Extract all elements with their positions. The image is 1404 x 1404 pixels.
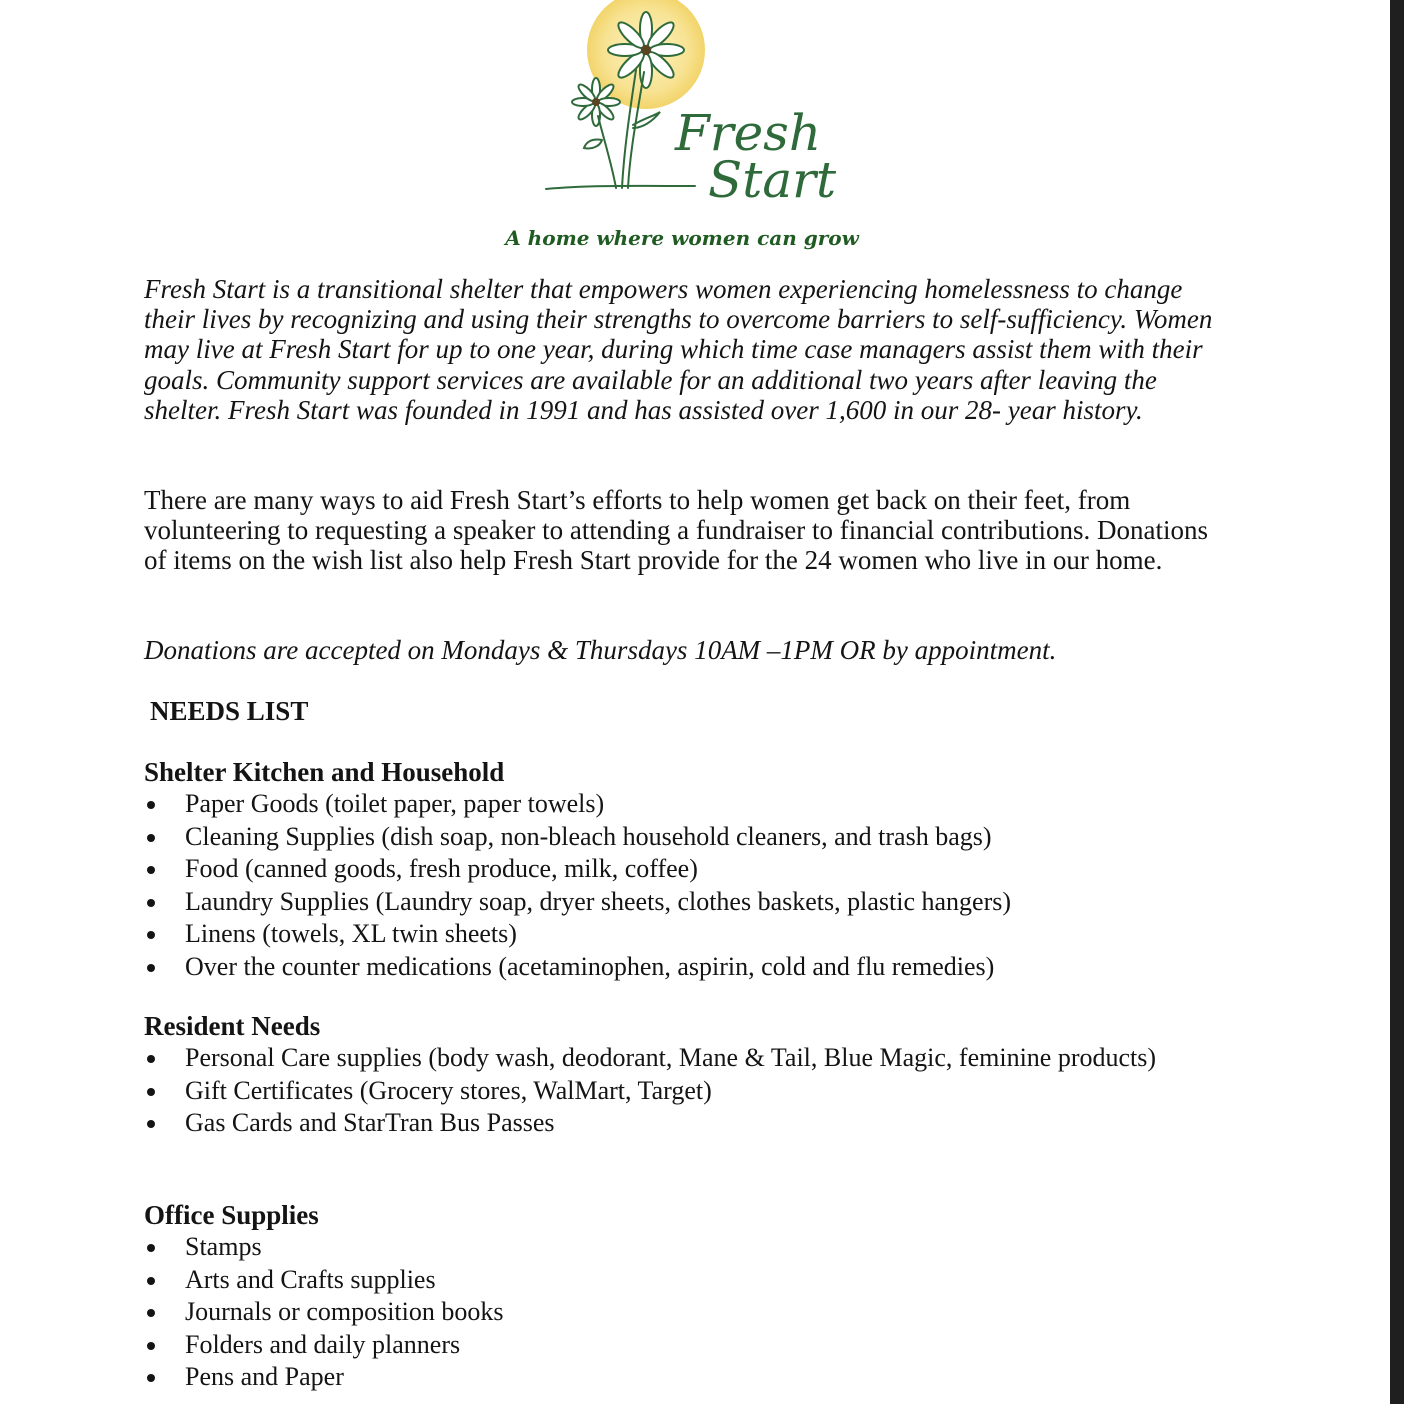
list-item: Paper Goods (toilet paper, paper towels) xyxy=(144,788,1244,819)
logo-word-start: Start xyxy=(708,151,837,205)
intro-paragraph: Fresh Start is a transitional shelter that empowers women experiencing homelessness to change their lives by recognizing and using their strengths to overcome barriers to self-sufficiency. Women may live at Fresh Start for up to one year, during which time case managers assist them with their goals. Community support services are available for an additional two years after leaving the shelter. Fresh Start was founded in 1991 and has assisted over 1,600 in our 28- year history. xyxy=(144,274,1213,425)
window-edge-bar xyxy=(1390,0,1404,1404)
aid-paragraph: There are many ways to aid Fresh Start’s efforts to help women get back on their feet, from volunteering to requesting a speaker to attending a fundraiser to financial contributions. Donations of items on the wish list also help Fresh Start provide for the 24 women who live in our home. xyxy=(144,485,1208,576)
tagline: A home where women can grow xyxy=(505,226,859,250)
list-item: Pens and Paper xyxy=(144,1361,1244,1392)
section-heading: Shelter Kitchen and Household xyxy=(144,757,505,787)
section-resident-needs xyxy=(144,1010,1244,1140)
list-item: Arts and Crafts supplies xyxy=(144,1264,1244,1295)
list-item: Food (canned goods, fresh produce, milk, coffee) xyxy=(144,853,1244,884)
section-heading: Resident Needs xyxy=(144,1011,321,1041)
section-heading: Office Supplies xyxy=(144,1200,319,1230)
list-item: Folders and daily planners xyxy=(144,1329,1244,1360)
needs-list xyxy=(144,1042,1244,1138)
list-item: Gas Cards and StarTran Bus Passes xyxy=(144,1107,1244,1138)
list-item: Stamps xyxy=(144,1231,1244,1262)
section-office-supplies xyxy=(144,1199,1244,1394)
logo-word-fresh: Fresh xyxy=(675,104,822,162)
list-item: Cleaning Supplies (dish soap, non-bleach household cleaners, and trash bags) xyxy=(144,821,1244,852)
needs-list xyxy=(144,1231,1244,1392)
list-item: Gift Certificates (Grocery stores, WalMart, Target) xyxy=(144,1075,1244,1106)
fresh-start-logo xyxy=(530,0,840,205)
list-item: Journals or composition books xyxy=(144,1296,1244,1327)
section-kitchen-household xyxy=(144,756,1244,983)
list-item: Over the counter medications (acetaminophen, aspirin, cold and flu remedies) xyxy=(144,951,1244,982)
needs-list-title: NEEDS LIST xyxy=(150,696,309,726)
list-item: Linens (towels, XL twin sheets) xyxy=(144,918,1244,949)
list-item: Laundry Supplies (Laundry soap, dryer sheets, clothes baskets, plastic hangers) xyxy=(144,886,1244,917)
donation-hours: Donations are accepted on Mondays & Thursdays 10AM –1PM OR by appointment. xyxy=(144,635,1057,665)
needs-list xyxy=(144,788,1244,982)
list-item: Personal Care supplies (body wash, deodorant, Mane & Tail, Blue Magic, feminine products) xyxy=(144,1042,1244,1073)
